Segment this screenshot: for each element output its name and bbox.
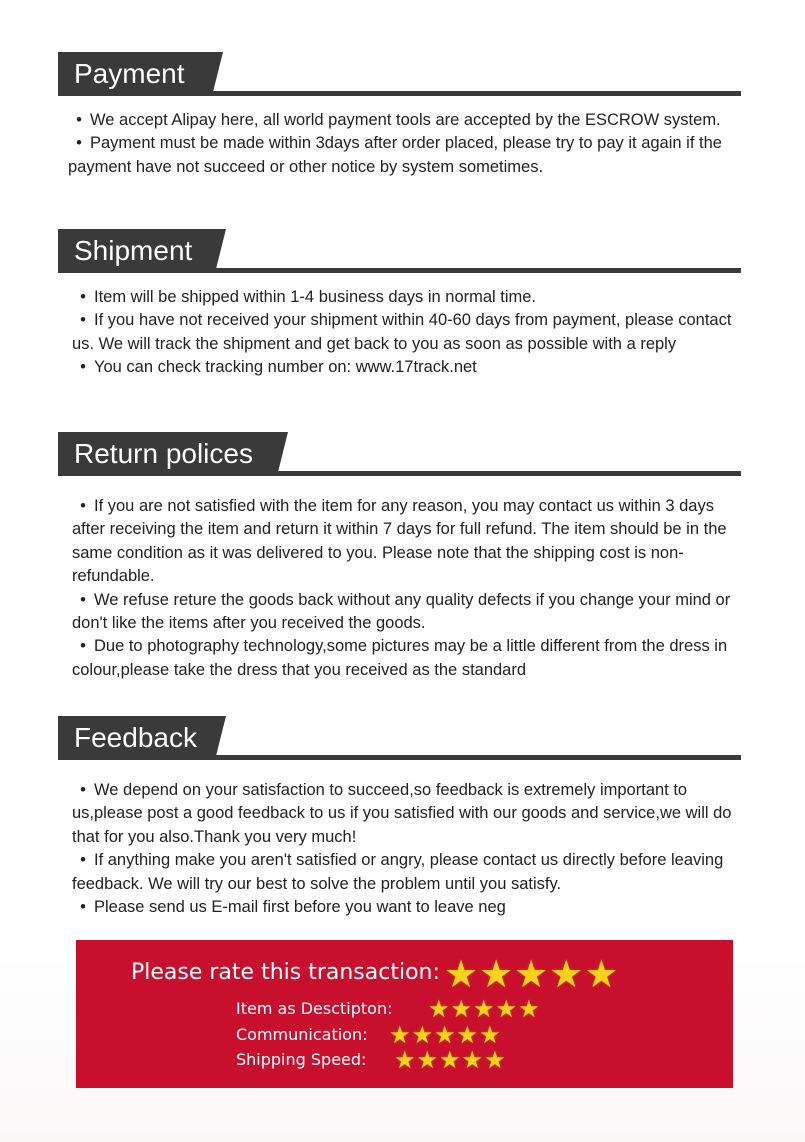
- star-icon: ★: [479, 952, 515, 996]
- list-item: • Item will be shipped within 1-4 business days in normal time.: [72, 286, 742, 309]
- star-icon: ★: [416, 1046, 440, 1074]
- bullet-icon: •: [80, 781, 86, 799]
- shipping-speed-stars-icon[interactable]: [394, 1047, 507, 1073]
- bullet-icon: •: [80, 898, 86, 917]
- shipment-body: [72, 286, 742, 380]
- feedback-rule: [58, 755, 741, 760]
- rating-title: Please rate this transaction:: [131, 960, 440, 985]
- bullet-icon: •: [76, 134, 82, 153]
- star-icon: ★: [461, 1046, 485, 1074]
- star-icon: ★: [428, 995, 451, 1023]
- rating-label: Item as Desctipton:: [236, 999, 393, 1018]
- star-icon: ★: [456, 1021, 480, 1049]
- star-icon: ★: [584, 952, 620, 996]
- list-item: • If you have not received your shipment within 40-60 days from payment, please contact us. We will track the shipment and get back to you as soon as possible with a reply: [72, 311, 732, 353]
- feedback-body: [72, 779, 742, 919]
- bullet-icon: •: [76, 111, 82, 129]
- star-icon: ★: [394, 1046, 417, 1074]
- bullet-icon: •: [80, 851, 86, 870]
- star-icon: ★: [549, 952, 585, 996]
- rating-label: Communication:: [236, 1025, 368, 1044]
- payment-rule: [58, 91, 741, 96]
- star-icon: ★: [450, 995, 474, 1023]
- shipment-rule: [58, 268, 741, 273]
- returns-header: [58, 432, 741, 476]
- communication-stars-icon[interactable]: [389, 1022, 502, 1048]
- shipment-title: Shipment: [58, 229, 216, 269]
- list-item: • If anything make you aren't satisfied or angry, please contact us directly before leaving feedback. We will try our best to solve the problem until you satisfy.: [72, 851, 724, 893]
- returns-title: Return polices: [58, 432, 278, 472]
- bullet-icon: •: [80, 288, 86, 306]
- rating-row-communication: [236, 1025, 368, 1044]
- bullet-icon: •: [80, 311, 86, 330]
- rating-label: Shipping Speed:: [236, 1050, 367, 1069]
- bullet-icon: •: [80, 358, 86, 377]
- feedback-title: Feedback: [58, 716, 216, 756]
- returns-body: [72, 495, 742, 682]
- star-icon: ★: [495, 995, 519, 1023]
- list-item: • If you are not satisfied with the item for any reason, you may contact us within 3 days after receiving the item and return it within 7 days for full refund. The item should be in the same condition as it was delivered to you. Please note that the shipping cost is non-refundable.: [72, 497, 727, 586]
- bullet-icon: •: [80, 497, 86, 515]
- star-icon: ★: [473, 995, 496, 1023]
- list-item: • We accept Alipay here, all world payment tools are accepted by the ESCROW system.: [68, 109, 738, 132]
- list-item: • Please send us E-mail first before you want to leave neg: [72, 896, 742, 919]
- rating-row-item-as-description: [236, 999, 393, 1018]
- star-icon: ★: [514, 952, 550, 996]
- bullet-icon: •: [80, 590, 86, 609]
- star-icon: ★: [444, 952, 480, 996]
- star-icon: ★: [389, 1021, 412, 1049]
- list-item: • We refuse reture the goods back without any quality defects if you change your mind or don't like the items after you received the goods.: [72, 590, 731, 633]
- list-item: • Due to photography technology,some pictures may be a little different from the dress in colour,please take the dress that you received as the standard: [72, 637, 728, 679]
- payment-title: Payment: [58, 52, 213, 92]
- returns-rule: [58, 471, 741, 476]
- bullet-icon: •: [80, 637, 86, 656]
- payment-body: [68, 109, 738, 179]
- star-icon: ★: [518, 995, 541, 1023]
- list-item: • Payment must be made within 3days after order placed, please try to pay it again if the payment have not succeed or other notice by system sometimes.: [68, 134, 722, 176]
- star-icon: ★: [439, 1046, 462, 1074]
- item-description-stars-icon[interactable]: [428, 996, 541, 1022]
- star-icon: ★: [411, 1021, 435, 1049]
- feedback-header: [58, 716, 741, 760]
- rating-banner: [76, 940, 733, 1088]
- star-icon: ★: [484, 1046, 507, 1074]
- rating-row-shipping-speed: [236, 1050, 366, 1069]
- payment-header: [58, 52, 741, 96]
- star-icon: ★: [434, 1021, 457, 1049]
- list-item: • You can check tracking number on: www.17track.net: [72, 356, 742, 379]
- shipment-header: [58, 229, 741, 273]
- star-icon: ★: [479, 1021, 502, 1049]
- list-item: • We depend on your satisfaction to succeed,so feedback is extremely important to us,please post a good feedback to us if you satisfied with our goods and service,we will do that for you also.Thank you very much!: [72, 781, 732, 846]
- overall-rating-stars-icon[interactable]: [444, 952, 619, 996]
